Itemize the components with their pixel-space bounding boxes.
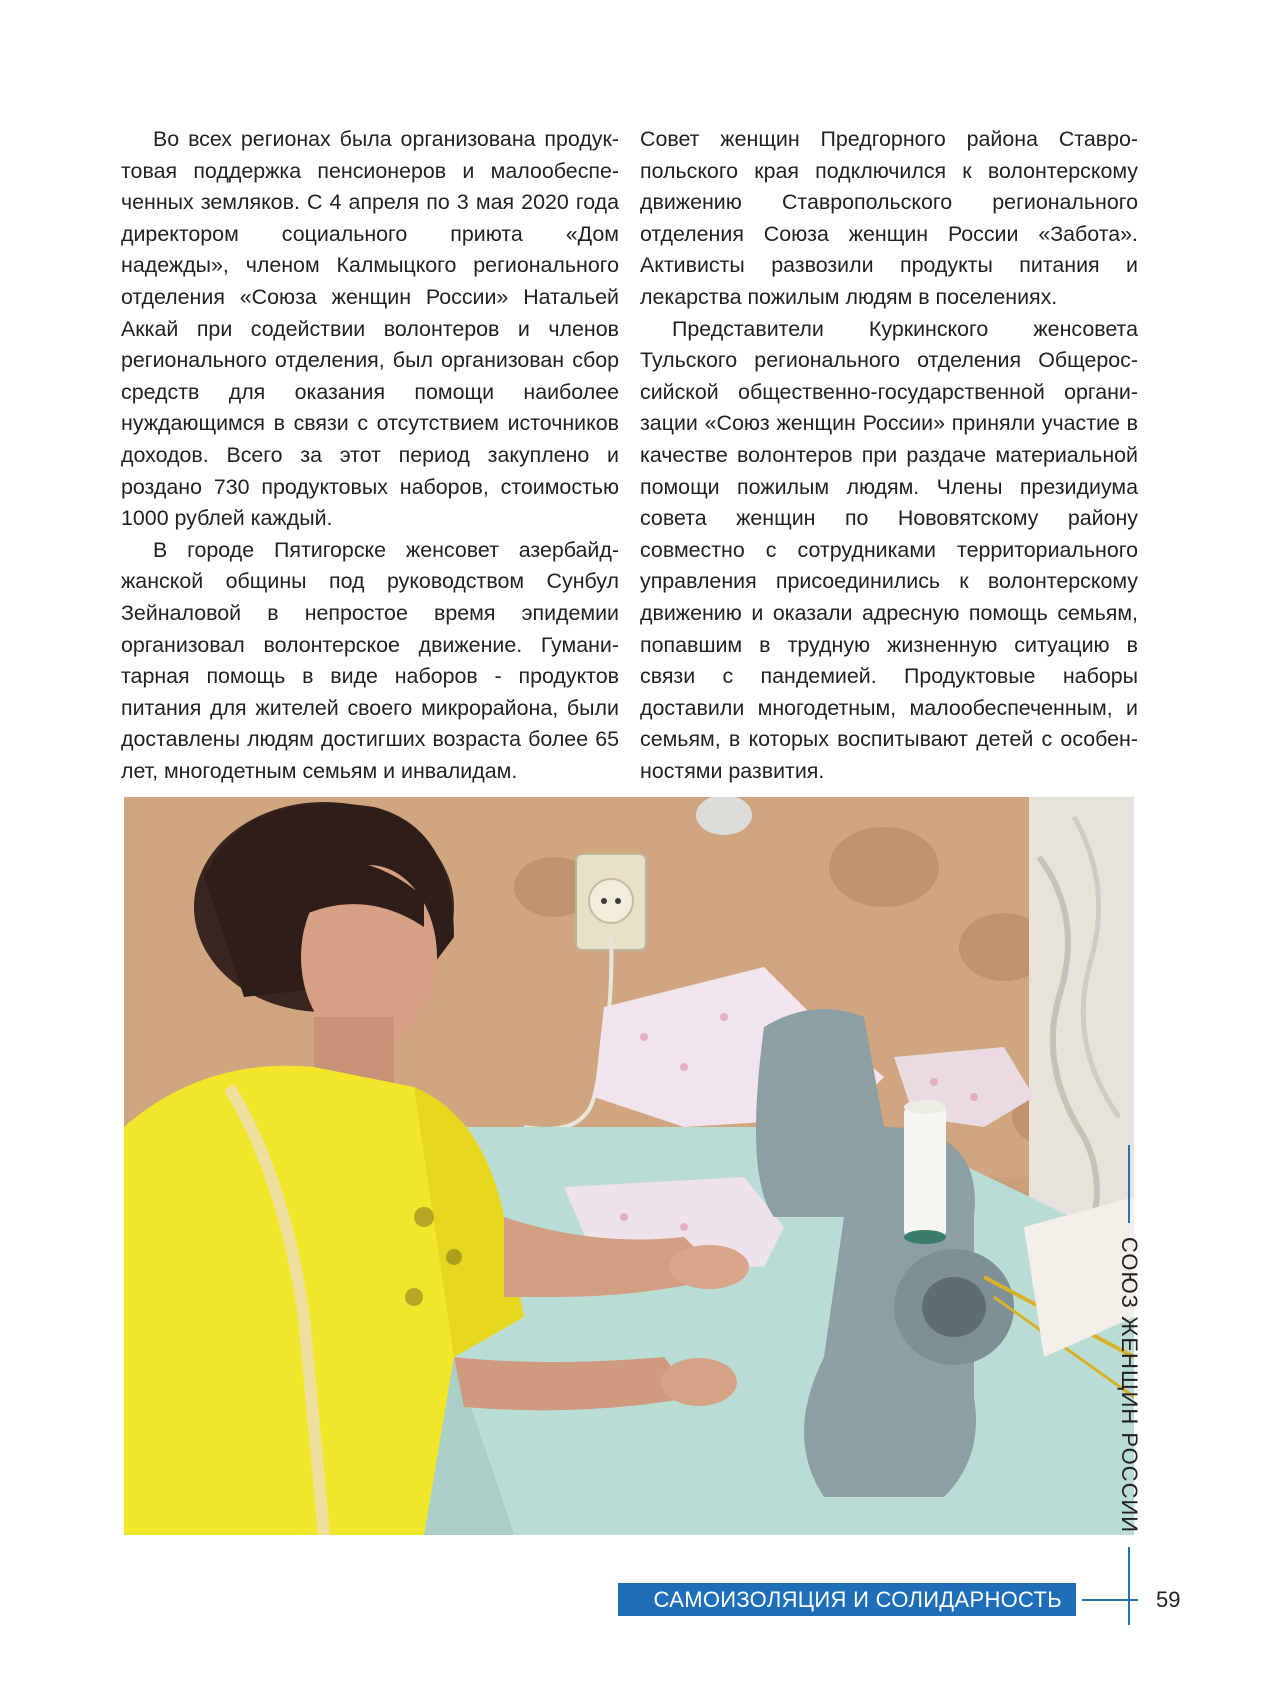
paragraph: Совет женщин Предгорного района Ставропольского края подключился к волонтерскому движению Ставропольского регионального отделения Союза женщин России «Забота». Активисты развозили продукты питания и лекарства пожилым людям в поселениях.: [640, 127, 1138, 309]
paragraph: Представители Куркинского женсовета Тульского регионального отделения Общероссийской общественно-государственной организации «Союз женщин России» приняли участие в качестве волонтеров при раздаче материальной помощи пожилым людям. Члены президиума совета женщин по Нововятскому району совместно с сотрудниками территориального управления присоединились к волонтерскому движению и оказали адресную помощь семьям, попавшим в трудную жизненную ситуацию в связи с пандемией. Продуктовые наборы доставили многодетным, малообеспеченным, и семьям, в которых воспитывают детей с особенностями развития.: [640, 316, 1138, 783]
page-number: 59: [1156, 1587, 1181, 1612]
photo-woman-sewing: [124, 797, 1134, 1535]
section-title-bar: САМОИЗОЛЯЦИЯ И СОЛИДАРНОСТЬ: [618, 1583, 1076, 1616]
article-right-column: [640, 124, 1138, 787]
paragraph: В городе Пятигорске женсовет азербайджанской общины под руководством Сунбул Зейналовой в непростое время эпидемии организовал волонтерское движение. Гуманитарная помощь в виде наборов - продуктов питания для жителей своего микрорайона, были доставлены людям достигших возраста более 65 лет, многодетным семьям и инвалидам.: [121, 537, 619, 783]
side-line-bottom: [1128, 1547, 1130, 1625]
paragraph: Во всех регионах была организована продуктовая поддержка пенсионеров и малообеспеченных земляков. С 4 апреля по 3 мая 2020 года директором социального приюта «Дом надежды», членом Калмыцкого регионального отделения «Союза женщин России» Натальей Аккай при содействии волонтеров и членов регионального отделения, был организован сбор средств для оказания помощи наиболее нуждающимся в связи с отсутствием источников доходов. Всего за этот период закуплено и роздано 730 продуктовых наборов, стоимостью 1000 рублей каждый.: [121, 127, 619, 531]
side-line-top: [1128, 1145, 1130, 1223]
photo-illustration: [124, 797, 1134, 1535]
side-label-text: СОЮЗ ЖЕНЩИН РОССИИ: [1117, 1236, 1142, 1534]
article-left-column: [121, 124, 619, 787]
footer-divider: [1082, 1599, 1138, 1601]
side-label: [1114, 1145, 1144, 1625]
